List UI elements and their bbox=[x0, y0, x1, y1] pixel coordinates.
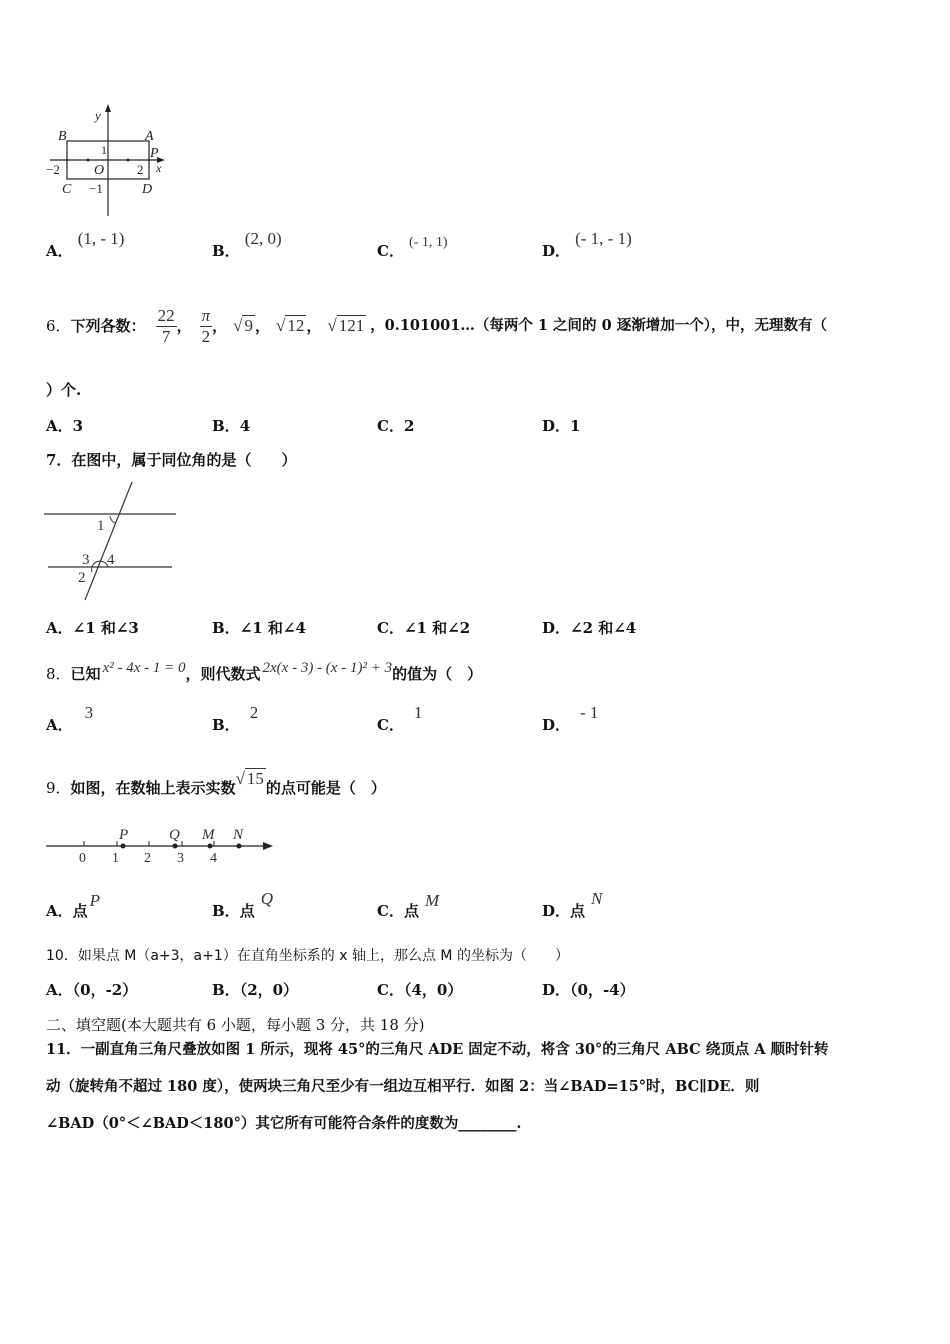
q10-stem: 10．如果点 M（a+3，a+1）在直角坐标系的 x 轴上，那么点 M 的坐标为（ ） bbox=[46, 948, 569, 964]
expression: 2x(x - 3) - (x - 1)² + 3 bbox=[262, 660, 393, 676]
q5-coordinate-figure bbox=[44, 100, 174, 220]
label-C: C bbox=[62, 182, 72, 197]
sqrt-9: √ 9 bbox=[233, 316, 253, 335]
label-neg1: −1 bbox=[89, 181, 103, 196]
q8-option-c[interactable]: C．1 bbox=[377, 703, 423, 734]
option-value: (2, 0) bbox=[244, 229, 282, 248]
section-2-title: 二、填空题(本大题共有 6 小题，每小题 3 分，共 18 分) bbox=[46, 1016, 425, 1034]
tick-label-3: 3 bbox=[177, 851, 184, 866]
option-value: (- 1, 1) bbox=[409, 235, 448, 250]
label-O: O bbox=[94, 163, 105, 178]
label-y: y bbox=[95, 108, 101, 123]
tick-label-2: 2 bbox=[144, 851, 151, 866]
point-dot bbox=[87, 159, 90, 162]
equation: x² - 4x - 1 = 0 bbox=[102, 660, 186, 676]
q8-stem: 8． 已知 x² - 4x - 1 = 0 ，则代数式 2x(x - 3) - (x - 1)² + 3 的值为（ ） bbox=[46, 660, 483, 683]
q7-option-a[interactable]: A．∠1 和∠3 bbox=[46, 619, 139, 637]
q9-option-a[interactable]: A．点P bbox=[46, 891, 101, 920]
q5-option-c[interactable]: C． (- 1, 1) bbox=[377, 235, 448, 260]
q6-option-b[interactable]: B．4 bbox=[212, 417, 251, 435]
q10-option-b[interactable]: B．（2，0） bbox=[212, 981, 299, 999]
point-N bbox=[237, 844, 242, 849]
angle-label-3: 3 bbox=[82, 552, 90, 568]
q5-option-d[interactable]: D． (- 1, - 1) bbox=[542, 229, 632, 260]
option-value: (1, - 1) bbox=[77, 229, 125, 248]
point-Q bbox=[173, 844, 178, 849]
point-label-N: N bbox=[233, 827, 244, 843]
angle-label-4: 4 bbox=[107, 552, 115, 568]
q7-option-d[interactable]: D．∠2 和∠4 bbox=[542, 619, 637, 637]
q6-option-a[interactable]: A．3 bbox=[46, 417, 84, 435]
q6-stem: 6． 下列各数： $\frac{22}{7}$ ， $\frac{\pi}{2}$ ， √ 9 ， √ 12 ， √ 121 ，0.101001…（每两个 1 之间的 0 逐渐增加一个），中，无理数有（ bbox=[46, 305, 827, 346]
q11-line-3: ∠BAD（0°＜∠BAD＜180°）其它所有可能符合条件的度数为________. bbox=[46, 1115, 522, 1132]
q6-option-d[interactable]: D．1 bbox=[542, 417, 581, 435]
label-x: x bbox=[156, 161, 162, 175]
point-P bbox=[121, 844, 126, 849]
label-2: 2 bbox=[137, 162, 144, 177]
q9-option-d[interactable]: D．点N bbox=[542, 889, 603, 920]
q10-option-c[interactable]: C．（4，0） bbox=[377, 981, 463, 999]
point-label-P: P bbox=[119, 827, 129, 843]
q7-option-b[interactable]: B．∠1 和∠4 bbox=[212, 619, 306, 637]
q10-option-a[interactable]: A．（0，-2） bbox=[46, 981, 138, 999]
point-label-M: M bbox=[202, 827, 215, 843]
sqrt-15: √ 15 bbox=[235, 769, 264, 788]
q6-option-c[interactable]: C．2 bbox=[377, 417, 415, 435]
angle-label-2: 2 bbox=[78, 570, 86, 586]
label-neg2: −2 bbox=[46, 162, 60, 177]
q9-option-c[interactable]: C．点M bbox=[377, 891, 440, 920]
fraction-22-7: $\frac{22}{7}$ bbox=[157, 305, 175, 346]
q7-parallel-lines-figure bbox=[40, 476, 185, 606]
angle-label-1: 1 bbox=[97, 518, 105, 534]
tick-label-1: 1 bbox=[112, 851, 119, 866]
angle-1-arc bbox=[110, 516, 115, 523]
q8-option-a[interactable]: A．3 bbox=[46, 703, 94, 734]
label-D: D bbox=[142, 182, 153, 197]
y-axis-arrow bbox=[105, 104, 111, 112]
q9-number-line bbox=[44, 822, 279, 868]
point-M bbox=[208, 844, 213, 849]
sqrt-121: √ 121 bbox=[327, 316, 365, 335]
label-B: B bbox=[58, 129, 67, 144]
q7-option-c[interactable]: C．∠1 和∠2 bbox=[377, 619, 471, 637]
label-1: 1 bbox=[101, 143, 107, 157]
q11-line-1: 11．一副直角三角尺叠放如图 1 所示，现将 45°的三角尺 ADE 固定不动，将含 30°的三角尺 ABC 绕顶点 A 顺时针转 bbox=[46, 1041, 829, 1058]
q5-option-b[interactable]: B． (2, 0) bbox=[212, 229, 282, 260]
sqrt-12: √ 12 bbox=[275, 316, 305, 335]
q8-option-b[interactable]: B．2 bbox=[212, 703, 259, 734]
q9-stem: 9． 如图，在数轴上表示实数 √ 15 的点可能是（ ） bbox=[46, 769, 386, 797]
q8-option-d[interactable]: D．- 1 bbox=[542, 703, 599, 734]
q6-stem-continued: ）个. bbox=[46, 381, 82, 399]
axis-arrow bbox=[263, 842, 273, 850]
q9-option-b[interactable]: B．点Q bbox=[212, 889, 273, 920]
tick-label-0: 0 bbox=[79, 851, 86, 866]
q7-stem: 7．在图中，属于同位角的是（ ） bbox=[46, 451, 297, 469]
label-P: P bbox=[150, 146, 159, 161]
tick-marks bbox=[84, 841, 214, 846]
label-A: A bbox=[145, 129, 154, 144]
point-dot bbox=[127, 159, 130, 162]
q5-option-a[interactable]: A． (1, - 1) bbox=[46, 229, 125, 260]
fraction-pi-2: $\frac{\pi}{2}$ bbox=[201, 305, 211, 346]
transversal-line bbox=[85, 482, 132, 600]
q11-line-2: 动（旋转角不超过 180 度），使两块三角尺至少有一组边互相平行．如图 2：当∠BAD=15°时，BC∥DE．则 bbox=[46, 1078, 760, 1095]
option-value: (- 1, - 1) bbox=[575, 229, 632, 248]
q10-option-d[interactable]: D．（0，-4） bbox=[542, 981, 635, 999]
point-label-Q: Q bbox=[169, 827, 180, 843]
tick-label-4: 4 bbox=[210, 851, 217, 866]
